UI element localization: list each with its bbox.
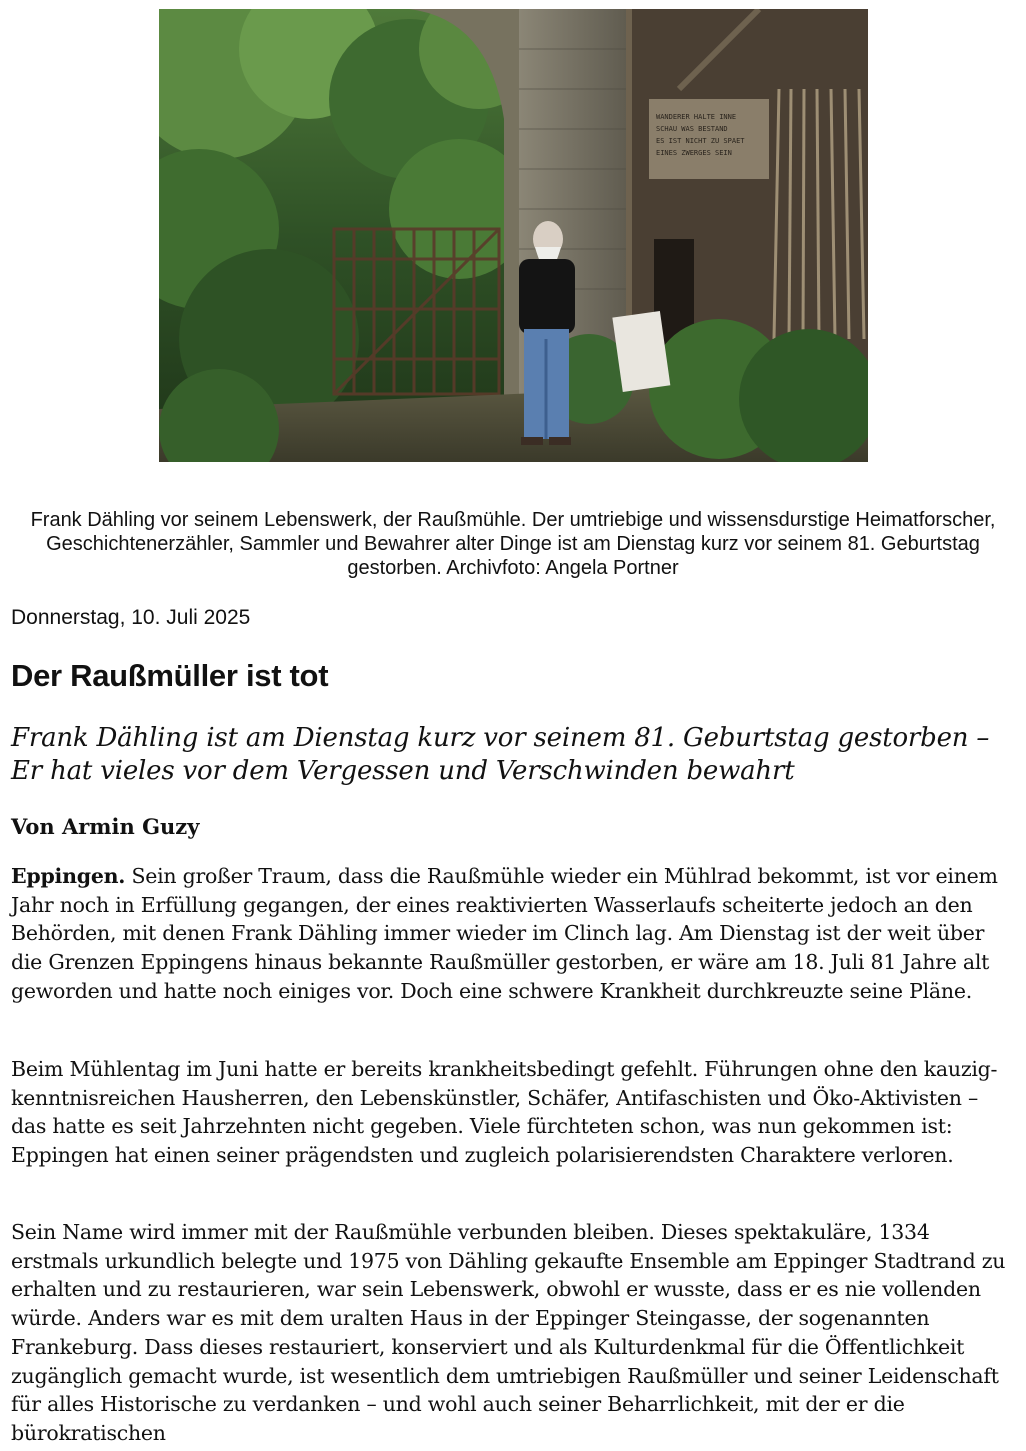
article-headline: Der Raußmüller ist tot: [11, 658, 329, 693]
article-paragraph-1-text: Sein großer Traum, dass die Raußmühle wieder ein Mühlrad bekommt, ist vor einem Jahr noch in Erfüllung gegangen, der eines reaktivierten Wasserlaufs scheiterte jedoch an den Behörden, mit denen Frank Dähling immer wieder im Clinch lag. Am Dienstag ist der weit über die Grenzen Eppingens hinaus bekannte Raußmüller gestorben, er wäre am 18. Juli 81 Jahre alt geworden und hatte noch einiges vor. Doch eine schwere Krankheit durchkreuzte seine Pläne.: [11, 864, 998, 1003]
sign-line-3: ES IST NICHT ZU SPAET: [656, 137, 745, 145]
article-photo: [159, 9, 868, 462]
sign-line-1: WANDERER HALTE INNE: [656, 113, 737, 121]
article-paragraph-3: Sein Name wird immer mit der Raußmühle verbunden bleiben. Dieses spektakuläre, 1334 erstmals urkundlich belegte und 1975 von Dähling gekaufte Ensemble am Eppinger Stadtrand zu erhalten und zu restaurieren, war sein Lebenswerk, obwohl er wusste, dass er es nie vollenden würde. Anders war es mit dem uralten Haus in der Eppinger Steingasse, der sogenannten Frankeburg. Dass dieses restauriert, konserviert und als Kulturdenkmal für die Öffentlichkeit zugänglich gemacht wurde, ist wesentlich dem umtriebigen Raußmüller und seiner Leidenschaft für alles Historische zu verdanken – und wohl auch seiner Beharrlichkeit, mit der er die bürokratischen: [11, 1220, 1006, 1445]
sign-line-4: EINES ZWERGES SEIN: [656, 149, 732, 157]
sign-line-2: SCHAU WAS BESTAND: [656, 125, 728, 133]
article-author: Von Armin Guzy: [11, 814, 200, 839]
article-paragraph-1: [11, 862, 1019, 1006]
article-place: Eppingen.: [11, 864, 126, 888]
article-subheadline: Frank Dähling ist am Dienstag kurz vor seinem 81. Geburtstag gestorben – Er hat vieles vor dem Vergessen und Verschwinden bewahrt: [11, 723, 990, 786]
article-paragraph-2: Beim Mühlentag im Juni hatte er bereits krankheitsbedingt gefehlt. Führungen ohne den kauzig-kenntnisreichen Hausherren, den Lebenskünstler, Schäfer, Antifaschisten und Öko-Aktivisten – das hatte es seit Jahrzehnten nicht gegeben. Viele fürchteten schon, was nun gekommen ist: Eppingen hat einen seiner prägendsten und zugleich polarisierendsten Charaktere verloren.: [11, 1057, 998, 1168]
article-date: Donnerstag, 10. Juli 2025: [11, 606, 251, 629]
photo-raussmuehle-icon: [159, 9, 868, 462]
photo-caption: Frank Dähling vor seinem Lebenswerk, der Raußmühle. Der umtriebige und wissensdurstige Heimatforscher, Geschichtenerzähler, Sammler und Bewahrer alter Dinge ist am Dienstag kurz vor seinem 81. Geburtstag gestorben. Archivfoto: Angela Portner: [30, 509, 996, 579]
